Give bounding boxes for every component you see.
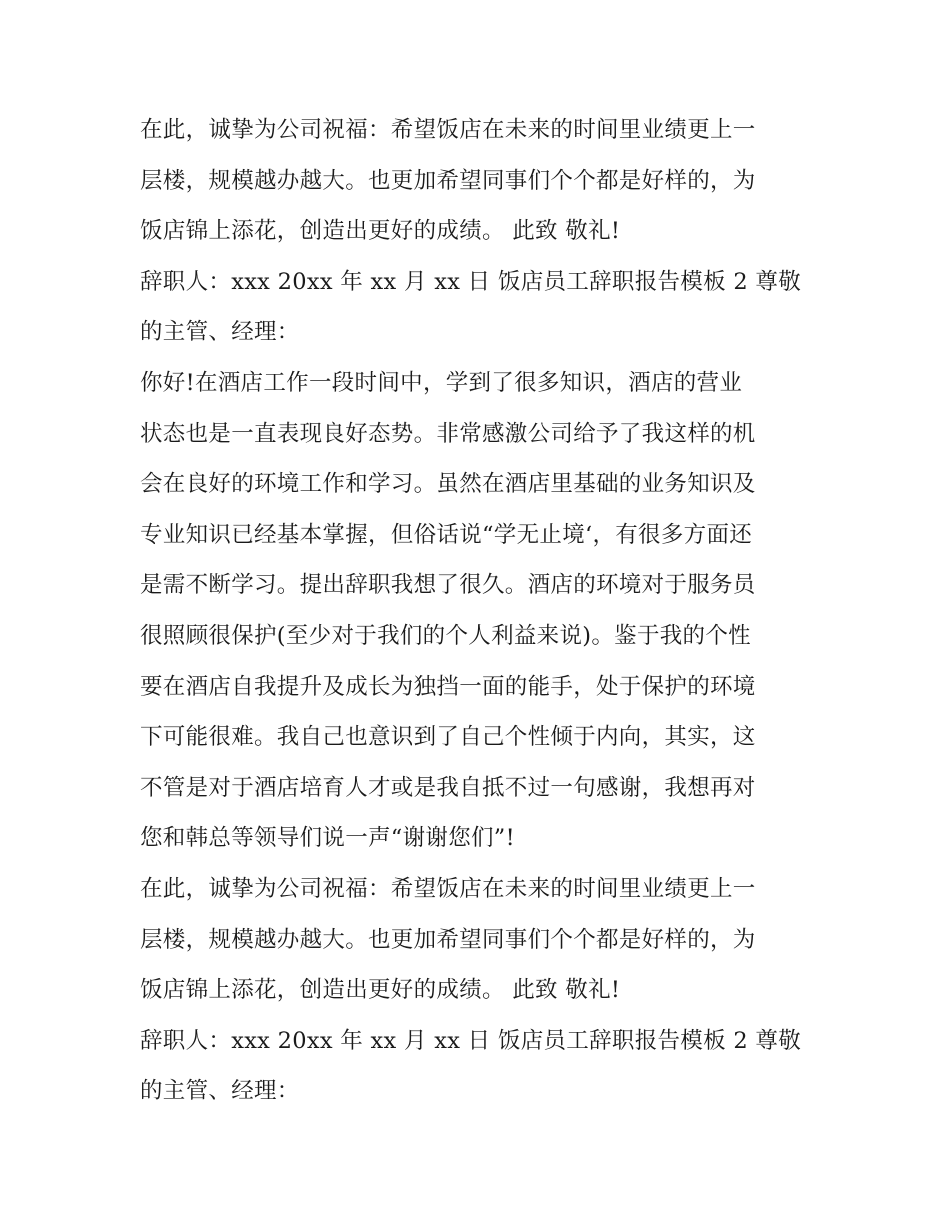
text-line: 要在酒店自我提升及成长为独挡一面的能手，处于保护的环境 xyxy=(140,673,756,700)
text-line: 饭店锦上添花，创造出更好的成绩。 此致 敬礼! xyxy=(140,218,621,245)
text-line: 层楼，规模越办越大。也更加希望同事们个个都是好样的，为 xyxy=(140,926,756,953)
text-line: 你好!在酒店工作一段时间中，学到了很多知识，酒店的营业 xyxy=(140,369,743,396)
document-body xyxy=(140,105,815,1117)
text-line: 下可能很难。我自己也意识到了自己个性倾于内向，其实，这 xyxy=(140,724,756,751)
paragraph-blessing xyxy=(140,105,815,257)
text-line: 饭店锦上添花，创造出更好的成绩。 此致 敬礼! xyxy=(140,977,621,1004)
text-line: 在此，诚挚为公司祝福：希望饭店在未来的时间里业绩更上一 xyxy=(140,875,756,902)
text-line: 专业知识已经基本掌握，但俗话说“学无止境‘，有很多方面还 xyxy=(140,521,753,548)
text-line: 的主管、经理： xyxy=(140,319,300,346)
text-line: 辞职人：xxx 20xx 年 xx 月 xx 日 饭店员工辞职报告模板 2 尊敬 xyxy=(140,268,802,295)
text-line: 层楼，规模越办越大。也更加希望同事们个个都是好样的，为 xyxy=(140,167,756,194)
text-line: 状态也是一直表现良好态势。非常感激公司给予了我这样的机 xyxy=(140,420,756,447)
text-line: 的主管、经理： xyxy=(140,1078,300,1105)
text-line: 辞职人：xxx 20xx 年 xx 月 xx 日 饭店员工辞职报告模板 2 尊敬 xyxy=(140,1027,802,1054)
text-line: 是需不断学习。提出辞职我想了很久。酒店的环境对于服务员 xyxy=(140,572,756,599)
paragraph-signature xyxy=(140,1016,815,1117)
text-line: 很照顾很保护(至少对于我们的个人利益来说)。鉴于我的个性 xyxy=(140,622,751,649)
text-line: 会在良好的环境工作和学习。虽然在酒店里基础的业务知识及 xyxy=(140,471,756,498)
text-line: 不管是对于酒店培育人才或是我自抵不过一句感谢，我想再对 xyxy=(140,774,756,801)
paragraph-blessing xyxy=(140,864,815,1016)
paragraph-body xyxy=(140,358,815,864)
text-line: 在此，诚挚为公司祝福：希望饭店在未来的时间里业绩更上一 xyxy=(140,117,756,143)
paragraph-signature xyxy=(140,257,815,358)
text-line: 您和韩总等领导们说一声“谢谢您们”! xyxy=(140,825,515,852)
